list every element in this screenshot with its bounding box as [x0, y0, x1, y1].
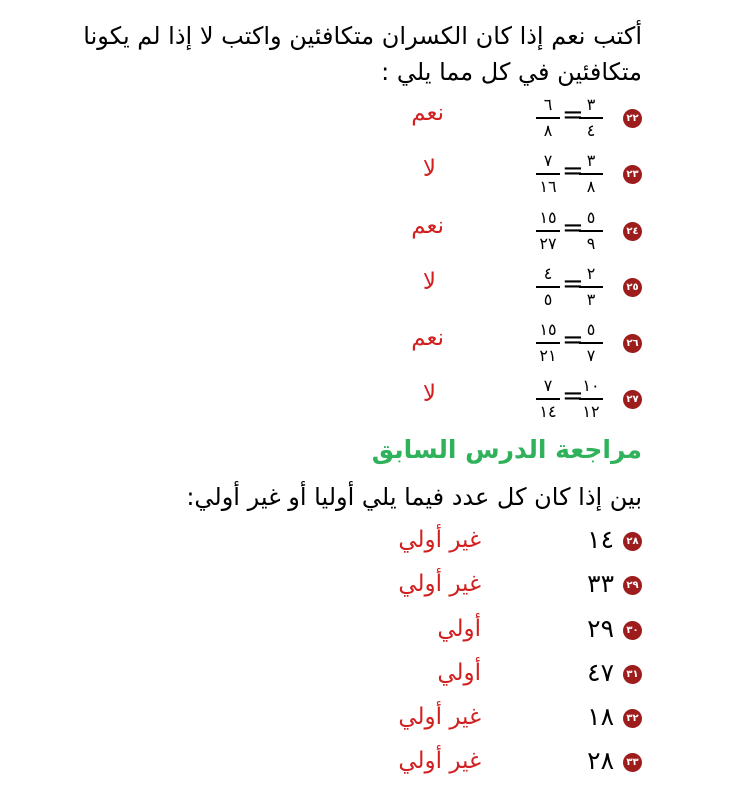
numerator: ٥ — [586, 320, 596, 339]
left-fraction — [535, 151, 561, 197]
answer: غير أولي — [398, 748, 481, 774]
answer: غير أولي — [398, 527, 481, 553]
answer: أولي — [437, 616, 481, 642]
fraction-bar — [536, 342, 560, 344]
question-number-badge: ٣٢ — [623, 709, 642, 728]
question-number-badge: ٢٣ — [623, 165, 642, 184]
question-number-badge: ٣٣ — [623, 753, 642, 772]
denominator: ١٢ — [582, 401, 600, 421]
equals-sign: = — [562, 269, 584, 299]
number-value: ٤٧ — [587, 658, 614, 687]
prime-question-31 — [0, 653, 756, 697]
question-number-badge: ٢٨ — [623, 532, 642, 551]
numerator: ٣ — [586, 95, 596, 114]
denominator: ٥ — [543, 289, 553, 309]
denominator: ٨ — [543, 120, 553, 140]
numerator: ٦ — [543, 95, 553, 114]
answer: لا — [422, 381, 436, 407]
answer: نعم — [411, 100, 444, 126]
instruction-line-2: متكافئين في كل مما يلي : — [381, 58, 642, 86]
numerator: ١٠ — [582, 376, 600, 395]
answer: لا — [422, 156, 436, 182]
fraction-question-26 — [0, 317, 756, 373]
numerator: ٤ — [543, 264, 553, 283]
numerator: ٧ — [543, 376, 553, 395]
fraction-question-27 — [0, 373, 756, 429]
numerator: ١٥ — [539, 320, 557, 339]
fraction-question-22 — [0, 92, 756, 148]
denominator: ٤ — [586, 120, 596, 140]
equals-sign: = — [562, 213, 584, 243]
equals-sign: = — [562, 100, 584, 130]
fraction-bar — [536, 173, 560, 175]
review-instruction: بين إذا كان كل عدد فيما يلي أوليا أو غير أولي: — [186, 483, 642, 511]
question-number-badge: ٣١ — [623, 665, 642, 684]
answer: نعم — [411, 325, 444, 351]
number-value: ١٤ — [587, 525, 614, 554]
answer: أولي — [437, 660, 481, 686]
numerator: ٥ — [586, 208, 596, 227]
question-number-badge: ٢٦ — [623, 334, 642, 353]
equals-sign: = — [562, 156, 584, 186]
denominator: ٨ — [586, 176, 596, 196]
numerator: ٧ — [543, 151, 553, 170]
question-number-badge: ٢٥ — [623, 278, 642, 297]
number-value: ٢٩ — [587, 614, 614, 643]
left-fraction — [535, 320, 561, 366]
question-number-badge: ٢٢ — [623, 109, 642, 128]
prime-question-33 — [0, 741, 756, 785]
denominator: ١٤ — [539, 401, 557, 421]
fraction-bar — [536, 286, 560, 288]
number-value: ٢٨ — [587, 746, 614, 775]
denominator: ١٦ — [539, 176, 557, 196]
numerator: ٣ — [586, 151, 596, 170]
prime-question-32 — [0, 697, 756, 741]
left-fraction — [535, 95, 561, 141]
answer: لا — [422, 269, 436, 295]
denominator: ٩ — [586, 233, 596, 253]
numerator: ١٥ — [539, 208, 557, 227]
left-fraction — [535, 264, 561, 310]
question-number-badge: ٢٧ — [623, 390, 642, 409]
answer: غير أولي — [398, 704, 481, 730]
equals-sign: = — [562, 325, 584, 355]
numerator: ٢ — [586, 264, 596, 283]
denominator: ٧ — [586, 345, 596, 365]
answer: نعم — [411, 213, 444, 239]
denominator: ٢٧ — [539, 233, 557, 253]
number-value: ٣٣ — [587, 569, 614, 598]
fraction-question-25 — [0, 261, 756, 317]
question-number-badge: ٢٤ — [623, 222, 642, 241]
fraction-question-24 — [0, 205, 756, 261]
prime-question-28 — [0, 520, 756, 564]
question-number-badge: ٢٩ — [623, 576, 642, 595]
fraction-bar — [536, 117, 560, 119]
prime-question-29 — [0, 564, 756, 608]
denominator: ٢١ — [539, 345, 557, 365]
left-fraction — [535, 376, 561, 422]
question-number-badge: ٣٠ — [623, 621, 642, 640]
denominator: ٣ — [586, 289, 596, 309]
fraction-bar — [536, 230, 560, 232]
left-fraction — [535, 208, 561, 254]
instruction-line-1: أكتب نعم إذا كان الكسران متكافئين واكتب لا إذا لم يكونا — [83, 22, 642, 50]
fraction-bar — [536, 398, 560, 400]
fraction-question-23 — [0, 148, 756, 204]
prime-question-30 — [0, 609, 756, 653]
answer: غير أولي — [398, 571, 481, 597]
section-title-review: مراجعة الدرس السابق — [371, 435, 642, 464]
number-value: ١٨ — [587, 702, 614, 731]
equals-sign: = — [562, 381, 584, 411]
